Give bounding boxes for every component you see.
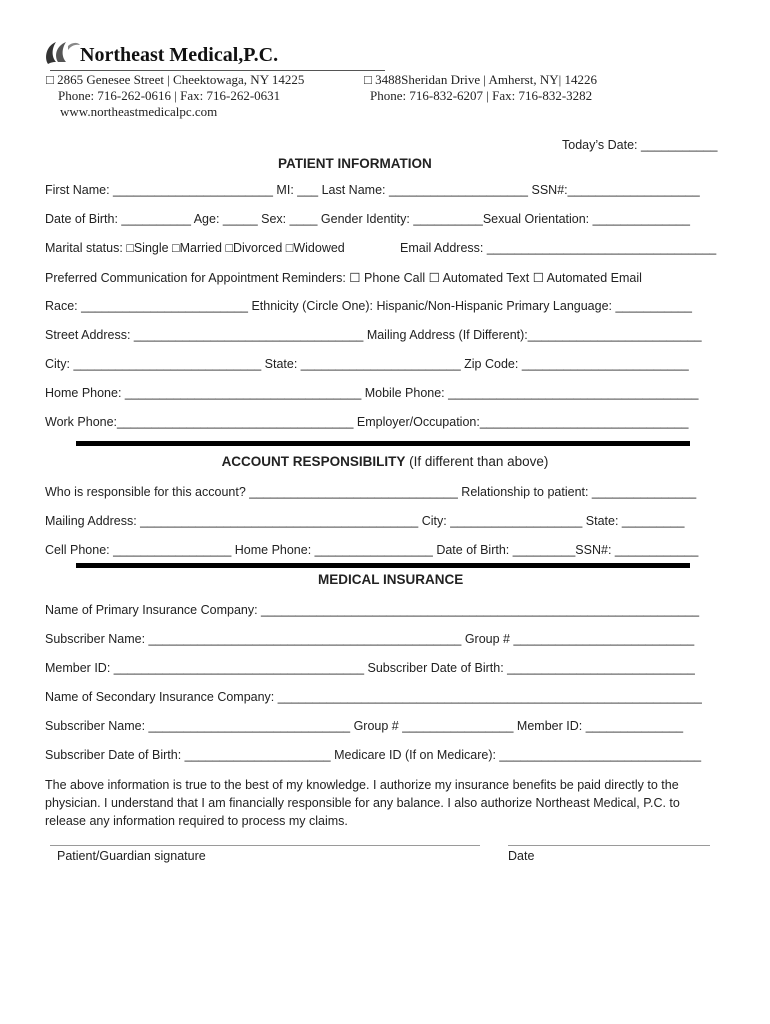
date-line[interactable]: [508, 845, 710, 846]
office1-address: □ 2865 Genesee Street | Cheektowaga, NY 14225: [46, 72, 305, 87]
patient-row-city[interactable]: City: ___________________________ State: _______________________ Zip Code: ________________________: [45, 357, 689, 371]
patient-row-dob[interactable]: Date of Birth: __________ Age: _____ Sex: ____ Gender Identity: __________Sexual Orientation: ______________: [45, 212, 690, 226]
patient-row-communication[interactable]: Preferred Communication for Appointment Reminders: ☐ Phone Call ☐ Automated Text ☐ Automated Email: [45, 271, 642, 285]
company-name: Northeast Medical,P.C.: [80, 44, 279, 66]
account-heading-title: ACCOUNT RESPONSIBILITY: [221, 454, 406, 469]
statement-line-1: The above information is true to the best of my knowledge. I authorize my insurance benefits be paid directly to the: [45, 778, 679, 792]
logo-swirl-icon: [42, 38, 82, 68]
office2-address: □ 3488Sheridan Drive | Amherst, NY| 14226: [364, 72, 597, 87]
office1-phone: Phone: 716-262-0616 | Fax: 716-262-0631: [58, 88, 281, 103]
account-heading-subtitle: (If different than above): [405, 454, 549, 469]
signature-label: Patient/Guardian signature: [57, 849, 206, 863]
insurance-row-subscriber[interactable]: Subscriber Name: _____________________________________________ Group # __________________________: [45, 632, 695, 646]
patient-row-street[interactable]: Street Address: _________________________________ Mailing Address (If Different):_________________________: [45, 328, 702, 342]
patient-row-name[interactable]: First Name: _______________________ MI: ___ Last Name: ____________________ SSN#:___________________: [45, 183, 700, 197]
date-label: Date: [508, 849, 535, 863]
section-divider-1: [76, 441, 690, 446]
insurance-row-member[interactable]: Member ID: ____________________________________ Subscriber Date of Birth: ___________________________: [45, 661, 695, 675]
insurance-row-secondary[interactable]: Name of Secondary Insurance Company: _____________________________________________________________: [45, 690, 702, 704]
company-logo: [42, 38, 82, 68]
patient-row-work-phone[interactable]: Work Phone:__________________________________ Employer/Occupation:______________________________: [45, 415, 689, 429]
insurance-row-medicare[interactable]: Subscriber Date of Birth: _____________________ Medicare ID (If on Medicare): _____________________________: [45, 748, 702, 762]
patient-row-marital[interactable]: Marital status: □Single □Married □Divorced □Widowed: [45, 241, 345, 255]
patient-email-field[interactable]: Email Address: _________________________________: [400, 241, 717, 255]
signature-line[interactable]: [50, 845, 480, 846]
account-row-responsible[interactable]: Who is responsible for this account? ______________________________ Relationship to patient: _______________: [45, 485, 697, 499]
insurance-row-secondary-subscriber[interactable]: Subscriber Name: _____________________________ Group # ________________ Member ID: ______________: [45, 719, 684, 733]
todays-date-field[interactable]: Today’s Date: ___________: [562, 138, 718, 152]
account-row-mailing[interactable]: Mailing Address: ________________________________________ City: ___________________ State: _________: [45, 514, 685, 528]
patient-row-home-phone[interactable]: Home Phone: __________________________________ Mobile Phone: ____________________________________: [45, 386, 699, 400]
section-divider-2: [76, 563, 690, 568]
insurance-heading: MEDICAL INSURANCE: [318, 572, 464, 587]
account-row-phones[interactable]: Cell Phone: _________________ Home Phone: _________________ Date of Birth: _________SSN#: ____________: [45, 543, 699, 557]
statement-line-2: physician. I understand that I am financially responsible for any balance. I also authorize Northeast Medical, P.C. to: [45, 796, 680, 810]
statement-line-3: release any information required to process my claims.: [45, 814, 348, 828]
insurance-row-primary[interactable]: Name of Primary Insurance Company: _______________________________________________________________: [45, 603, 700, 617]
header-underline: [50, 70, 385, 71]
patient-info-heading: PATIENT INFORMATION: [278, 156, 432, 171]
account-heading: [0, 454, 770, 469]
office2-phone: Phone: 716-832-6207 | Fax: 716-832-3282: [370, 88, 593, 103]
patient-row-race[interactable]: Race: ________________________ Ethnicity (Circle One): Hispanic/Non-Hispanic Primary Language: ___________: [45, 299, 692, 313]
website: www.northeastmedicalpc.com: [60, 104, 218, 119]
